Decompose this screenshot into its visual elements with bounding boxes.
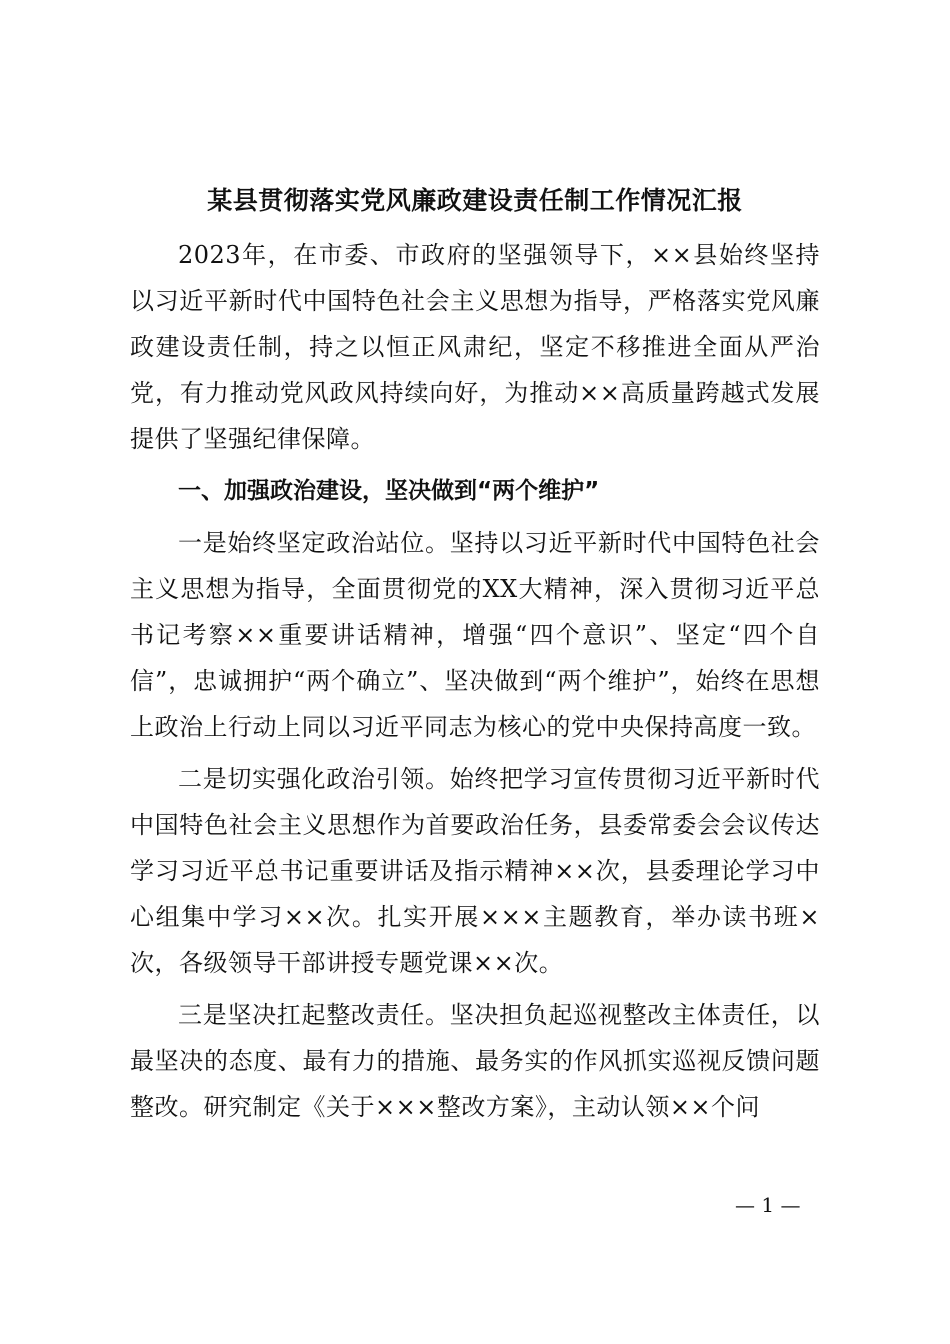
document-title: 某县贯彻落实党风廉政建设责任制工作情况汇报 (207, 186, 743, 215)
document-body (130, 232, 820, 1136)
page-number: — 1 — (735, 1193, 801, 1217)
body-paragraph: 三是坚决扛起整改责任。坚决担负起巡视整改主体责任，以最坚决的态度、最有力的措施、最务实的作风抓实巡视反馈问题整改。研究制定《关于×××整改方案》，主动认领××个问 (130, 1001, 820, 1121)
intro-paragraph: 2023年，在市委、市政府的坚强领导下，××县始终坚持以习近平新时代中国特色社会主义思想为指导，严格落实党风廉政建设责任制，持之以恒正风肃纪，坚定不移推进全面从严治党，有力推动党风政风持续向好，为推动××高质量跨越式发展提供了坚强纪律保障。 (130, 241, 820, 453)
body-paragraph: 一是始终坚定政治站位。坚持以习近平新时代中国特色社会主义思想为指导，全面贯彻党的XX大精神，深入贯彻习近平总书记考察××重要讲话精神，增强“四个意识”、坚定“四个自信”，忠诚拥护“两个确立”、坚决做到“两个维护”，始终在思想上政治上行动上同以习近平同志为核心的党中央保持高度一致。 (130, 529, 820, 741)
body-paragraph: 二是切实强化政治引领。始终把学习宣传贯彻习近平新时代中国特色社会主义思想作为首要政治任务，县委常委会会议传达学习习近平总书记重要讲话及指示精神××次，县委理论学习中心组集中学习××次。扎实开展×××主题教育，举办读书班×次，各级领导干部讲授专题党课××次。 (130, 765, 820, 977)
section-heading: 一、加强政治建设，坚决做到“两个维护” (178, 478, 600, 504)
